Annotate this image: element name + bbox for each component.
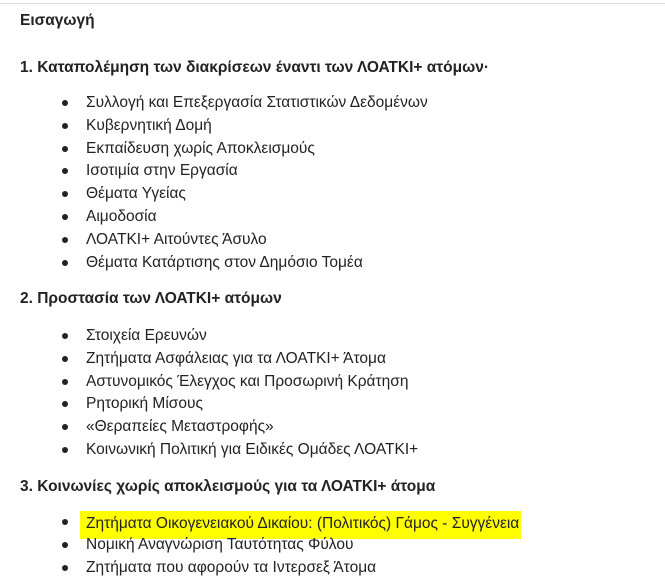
bullet-icon bbox=[62, 401, 68, 407]
bullet-icon bbox=[62, 214, 68, 220]
bullet-icon bbox=[62, 333, 68, 339]
bullet-icon bbox=[62, 191, 68, 197]
bullet-icon bbox=[62, 260, 68, 266]
bullet-icon bbox=[62, 123, 68, 129]
bullet-icon bbox=[62, 542, 68, 548]
bullet-icon bbox=[62, 146, 68, 152]
intro-link[interactable]: Εισαγωγή bbox=[20, 12, 95, 29]
bullet-icon bbox=[62, 447, 68, 453]
top-divider bbox=[0, 3, 665, 4]
bullet-icon bbox=[62, 519, 68, 525]
bullet-icon bbox=[62, 100, 68, 106]
highlighted-text: Ζητήματα Οικογενειακού Δικαίου: (Πολιτικός) Γάμος - Συγγένεια bbox=[80, 511, 521, 539]
section-3-heading[interactable]: 3. Κοινωνίες χωρίς αποκλεισμούς για τα ΛΟΑΤΚΙ+ άτομα bbox=[20, 478, 436, 495]
bullet-icon bbox=[62, 379, 68, 385]
section-2-heading[interactable]: 2. Προστασία των ΛΟΑΤΚΙ+ ατόμων bbox=[20, 290, 282, 307]
bullet-icon bbox=[62, 237, 68, 243]
section-1-heading[interactable]: 1. Καταπολέμηση των διακρίσεων έναντι των ΛΟΑΤΚΙ+ ατόμων· bbox=[20, 59, 490, 76]
bullet-icon bbox=[62, 565, 68, 571]
bullet-icon bbox=[62, 356, 68, 362]
bullet-icon bbox=[62, 168, 68, 174]
bullet-icon bbox=[62, 424, 68, 430]
